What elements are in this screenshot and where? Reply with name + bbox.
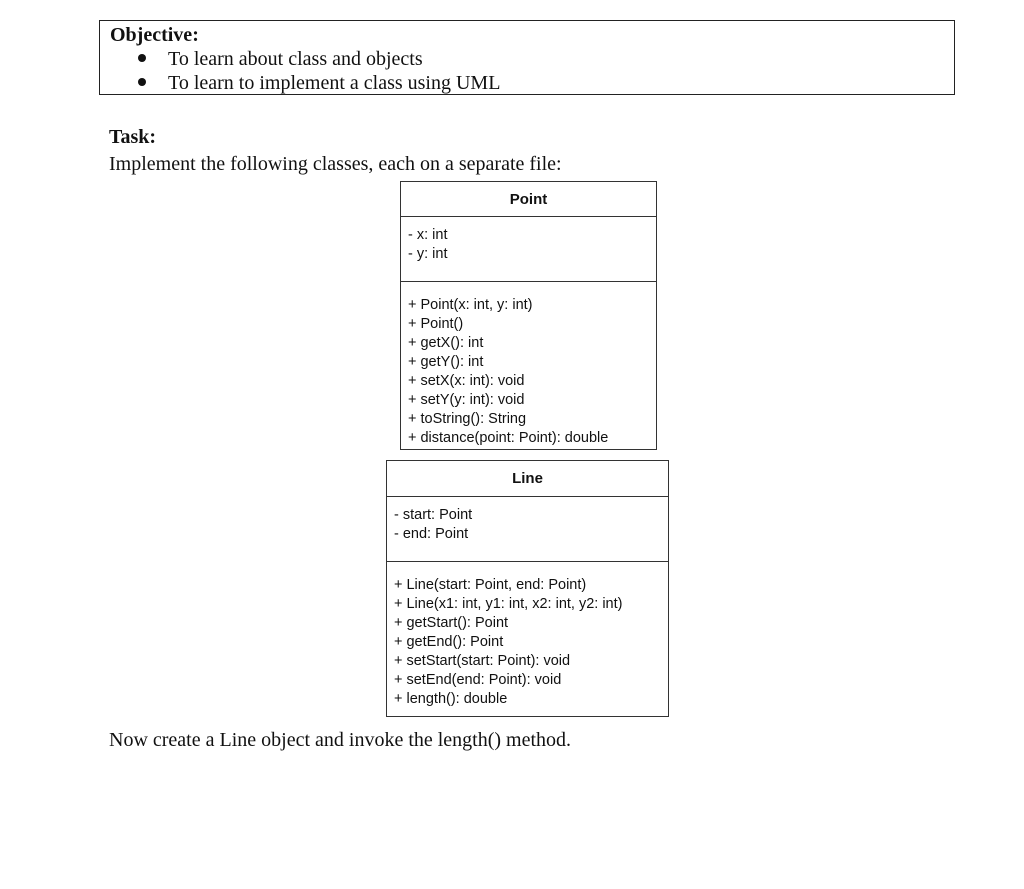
uml-operation: + Point(x: int, y: int) xyxy=(408,297,533,313)
objective-bullet xyxy=(138,47,423,71)
uml-operation: + getStart(): Point xyxy=(394,615,509,631)
uml-attributes xyxy=(401,217,656,282)
objective-bullet-text: To learn to implement a class using UML xyxy=(168,72,501,94)
uml-operation: + distance(point: Point): double xyxy=(408,430,609,446)
uml-operations xyxy=(401,282,656,448)
uml-class-line xyxy=(386,460,669,717)
task-description: Implement the following classes, each on a separate file: xyxy=(109,153,562,175)
uml-operation: + getX(): int xyxy=(408,335,484,351)
uml-operation: + setStart(start: Point): void xyxy=(394,653,571,669)
uml-attribute: - start: Point xyxy=(394,507,473,523)
uml-operation: + setX(x: int): void xyxy=(408,373,525,389)
uml-class-point xyxy=(400,181,657,450)
uml-attributes xyxy=(387,497,668,562)
uml-operation: + getEnd(): Point xyxy=(394,634,504,650)
uml-operation: + setEnd(end: Point): void xyxy=(394,672,562,688)
bullet-icon xyxy=(138,78,146,86)
uml-operations xyxy=(387,562,668,709)
uml-class-name: Point xyxy=(401,182,656,217)
task-title: Task: xyxy=(109,126,157,148)
uml-class-name: Line xyxy=(387,461,668,497)
uml-attribute: - x: int xyxy=(408,227,448,243)
objective-bullet xyxy=(138,71,500,95)
objective-bullet-text: To learn about class and objects xyxy=(168,48,423,70)
objective-title: Objective: xyxy=(110,24,199,46)
uml-operation: + toString(): String xyxy=(408,411,527,427)
objective-box xyxy=(99,20,955,95)
uml-operation: + Line(start: Point, end: Point) xyxy=(394,577,587,593)
uml-operation: + setY(y: int): void xyxy=(408,392,525,408)
bullet-icon xyxy=(138,54,146,62)
uml-attribute: - end: Point xyxy=(394,526,469,542)
uml-operation: + Point() xyxy=(408,316,464,332)
footer-instruction: Now create a Line object and invoke the length() method. xyxy=(109,729,572,751)
uml-operation: + Line(x1: int, y1: int, x2: int, y2: int) xyxy=(394,596,623,612)
uml-operation: + length(): double xyxy=(394,691,508,707)
uml-attribute: - y: int xyxy=(408,246,448,262)
uml-operation: + getY(): int xyxy=(408,354,484,370)
